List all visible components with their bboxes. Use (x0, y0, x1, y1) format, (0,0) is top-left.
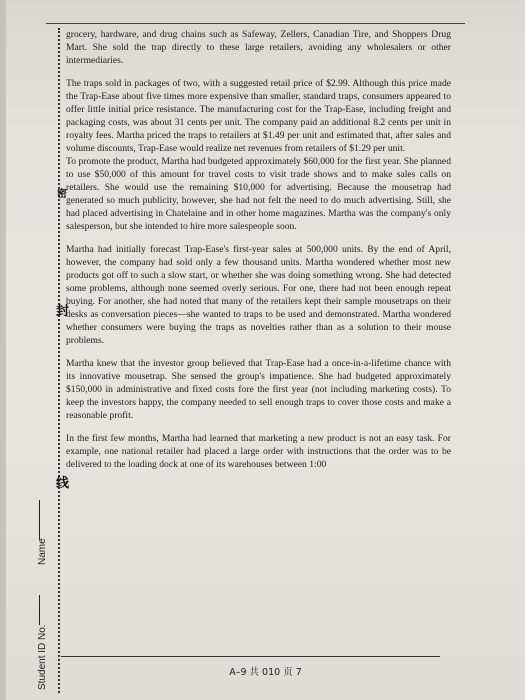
paragraph: In the first few months, Martha had learned that marketing a new product is not an easy task. For example, one national retailer had placed a large order with instructions that the order was to be delivered to the loading dock at one of its warehouses between 1:00 (66, 433, 451, 470)
paragraph: Martha knew that the investor group believed that Trap-Ease had a once-in-a-lifetime chance with its innovative mousetrap. She sensed the group's impatience. She had budgeted approximately $150,000 in administrative and fixed costs fore the first year (not including marketing costs). To keep the investors happy, the company needed to sell enough traps to cover those costs and make a reasonable profit. (66, 358, 451, 421)
name-label: Name (37, 538, 48, 565)
name-write-line (39, 500, 40, 540)
bottom-rule (61, 656, 440, 657)
paragraph: To promote the product, Martha had budgeted approximately $60,000 for the first year. She planned to use $50,000 of this amount for travel costs to visit trade shows and to make sales calls on retailers. She would use the remaining $10,000 for advertising. Because the mousetrap had generated so much publicity, however, she had not felt the need to do much advertising. Still, she had placed advertising in Chatelaine and in other home magazines. Martha was the company's only salesperson, but she intended to hire more salespeople soon. (66, 156, 451, 232)
top-rule (46, 23, 465, 24)
margin-seal-mark-xian: 线 (56, 476, 70, 491)
student-id-label: Student ID No. (37, 624, 48, 690)
paragraph: Martha had initially forecast Trap-Ease's first-year sales at 500,000 units. By the end of April, however, the company had sold only a few thousand units. Martha wondered whether most new products got off to such a slow start, or whether she was doing something wrong. She had detected some problems, although none seemed overly serious. For one, there had not been enough repeat buying. For another, she had noted that many of the retailers kept their sample mousetraps on their desks as conversation pieces—she wanted to traps to be used and demonstrated. Martha wondered whether consumers were buying the traps as novelties rather than as a solution to their mouse problems. (66, 244, 451, 346)
page-footer: A–9 共 010 页 7 (229, 667, 302, 678)
margin-seal-mark-feng: 封 (56, 304, 70, 319)
binding-dotted-line (58, 28, 64, 693)
paragraph: The traps sold in packages of two, with a suggested retail price of $2.99. Although this price made the Trap-Ease about five times more expensive than smaller, standard traps, consumers appeared to offer little initial price resistance. The manufacturing cost for the Trap-Ease, including freight and packaging costs, was about 31 cents per unit. The company paid an additional 8.2 cents per unit in royalty fees. Martha priced the traps to retailers at $1.49 per unit and estimated that, after sales and volume discounts, Trap-Ease would realize net revenues from retailers of $1.29 per unit. (66, 78, 451, 154)
margin-seal-mark-mi: 密 (57, 189, 67, 200)
body-text (66, 28, 451, 481)
exam-page (6, 0, 525, 700)
id-write-line (39, 595, 40, 625)
paragraph: grocery, hardware, and drug chains such as Safeway, Zellers, Canadian Tire, and Shoppers Drug Mart. She sold the trap directly to these large retailers, avoiding any wholesalers or other intermediaries. (66, 29, 451, 66)
